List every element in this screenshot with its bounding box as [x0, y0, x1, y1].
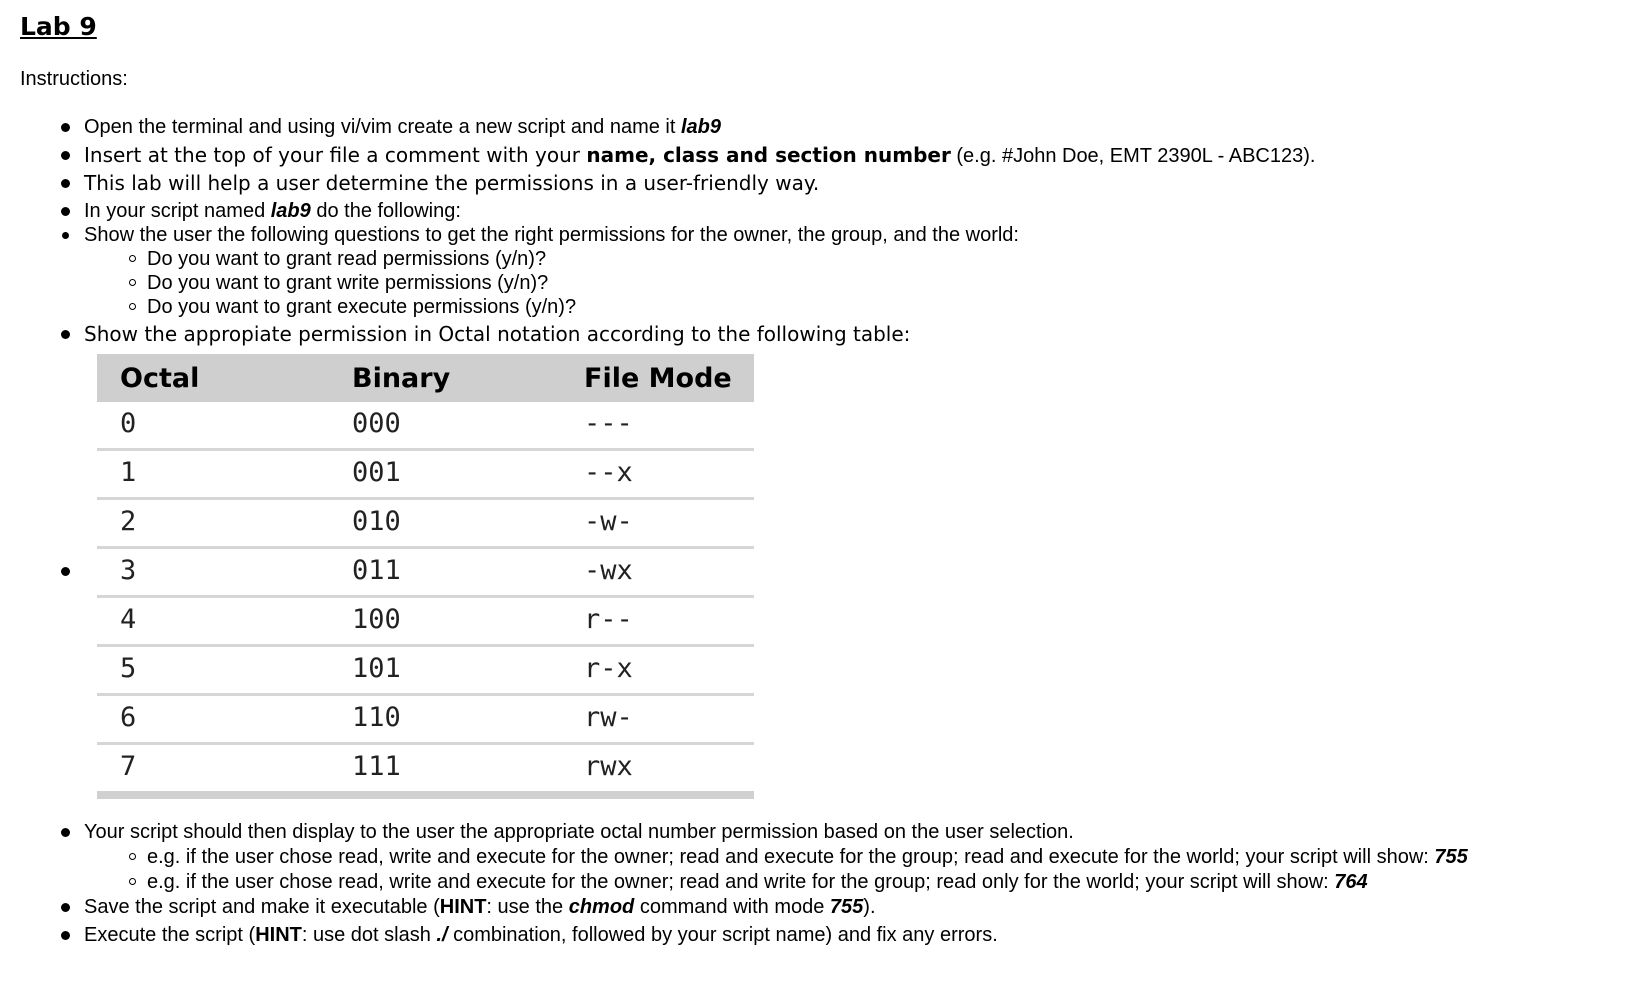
- table-row: 7 111 rwx: [120, 751, 633, 782]
- instruction-purpose: This lab will help a user determine the permissions in a user-friendly way.: [84, 171, 820, 195]
- bullet-icon: [61, 330, 70, 339]
- permissions-table: [97, 354, 754, 799]
- circle-bullet-icon: [129, 279, 136, 286]
- instruction-open-terminal: Open the terminal and using vi/vim create a new script and name it lab9: [84, 116, 721, 138]
- instruction-insert-comment: Insert at the top of your file a comment with your name, class and section number (e.g. #John Doe, EMT 2390L - ABC123).: [84, 143, 1316, 167]
- circle-bullet-icon: [129, 853, 136, 860]
- table-row: 0 000 ---: [97, 402, 754, 451]
- circle-bullet-icon: [129, 255, 136, 262]
- table-footer-bar: [97, 791, 754, 799]
- instruction-do-following: In your script named lab9 do the following:: [84, 200, 461, 222]
- script-name: lab9: [680, 116, 721, 138]
- bullet-icon: [61, 151, 70, 160]
- question-write: Do you want to grant write permissions (y/n)?: [147, 272, 549, 294]
- instruction-display-octal: Your script should then display to the user the appropriate octal number permission based on the user selection.: [84, 821, 1074, 843]
- bullet-icon: [61, 179, 70, 188]
- header-file-mode: File Mode: [584, 363, 732, 394]
- bullet-icon: [61, 903, 70, 912]
- bullet-icon: [61, 931, 70, 940]
- instructions-label: Instructions:: [20, 68, 128, 90]
- instruction-show-questions: Show the user the following questions to get the right permissions for the owner, the group, and the world:: [84, 224, 1019, 246]
- question-read: Do you want to grant read permissions (y/n)?: [147, 248, 547, 270]
- table-row: 3 011 -wx: [97, 549, 754, 598]
- table-row: 6 110 rw-: [97, 696, 754, 745]
- bullet-icon: [62, 232, 69, 239]
- circle-bullet-icon: [129, 303, 136, 310]
- table-row: 2 010 -w-: [97, 500, 754, 549]
- bullet-icon: [61, 207, 70, 216]
- example-764: e.g. if the user chose read, write and execute for the owner; read and write for the group; read only for the world; your script will show: 764: [147, 871, 1368, 893]
- page-title: Lab 9: [20, 12, 97, 41]
- bullet-icon: [61, 123, 70, 132]
- table-row: 4 100 r--: [97, 598, 754, 647]
- bullet-icon: [61, 828, 70, 837]
- table-header: [97, 354, 754, 402]
- bullet-icon: [61, 567, 70, 576]
- table-row: 5 101 r-x: [97, 647, 754, 696]
- instruction-octal-table: Show the appropiate permission in Octal notation according to the following table:: [84, 322, 911, 346]
- example-755: e.g. if the user chose read, write and execute for the owner; read and execute for the group; read and execute for the world; your script will show: 755: [147, 846, 1468, 868]
- instruction-execute-script: Execute the script (HINT: use dot slash ./ combination, followed by your script name) and fix any errors.: [84, 924, 998, 946]
- header-binary: Binary: [352, 363, 451, 394]
- header-octal: Octal: [120, 363, 200, 394]
- instruction-save-script: Save the script and make it executable (HINT: use the chmod command with mode 755).: [84, 896, 876, 918]
- circle-bullet-icon: [129, 878, 136, 885]
- table-row: 1 001 --x: [97, 451, 754, 500]
- question-execute: Do you want to grant execute permissions (y/n)?: [147, 296, 577, 318]
